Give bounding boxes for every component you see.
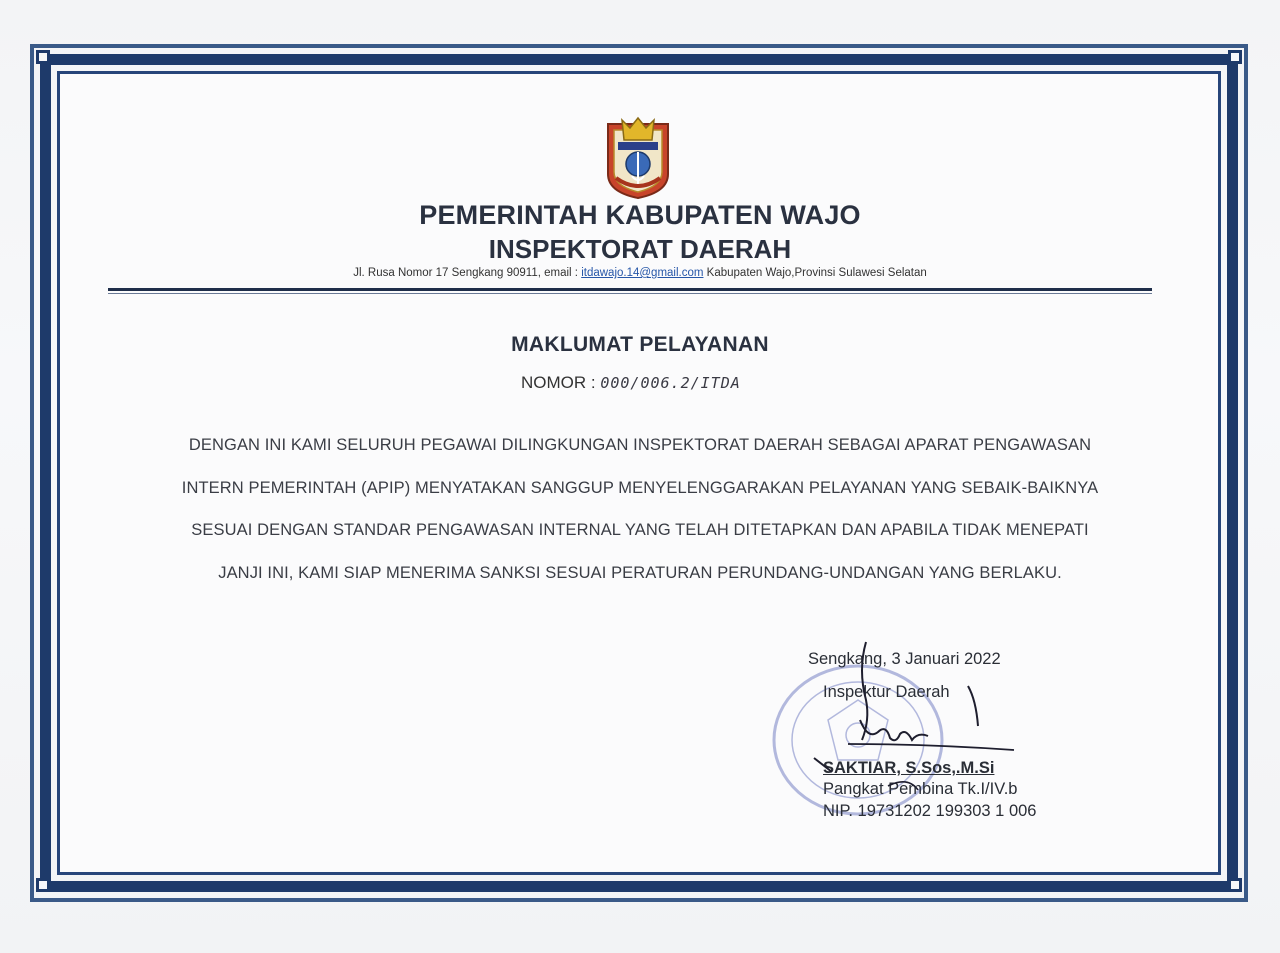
- number-label: NOMOR :: [521, 373, 601, 392]
- body-line-3: SESUAI DENGAN STANDAR PENGAWASAN INTERNAL YANG TELAH DITETAPKAN DAN APABILA TIDAK MENEPATI: [191, 521, 1089, 539]
- email-link[interactable]: itdawajo.14@gmail.com: [581, 267, 704, 279]
- body-line-1: DENGAN INI KAMI SELURUH PEGAWAI DILINGKUNGAN INSPEKTORAT DAERAH SEBAGAI APARAT PENGAWASAN: [188, 436, 1092, 454]
- office-address: [0, 267, 1280, 279]
- address-suffix: Kabupaten Wajo,Provinsi Sulawesi Selatan: [703, 267, 927, 279]
- frame-corner-bottom-right: [1228, 878, 1242, 892]
- office-title: INSPEKTORAT DAERAH: [488, 234, 792, 264]
- signature-role: Inspektur Daerah: [823, 683, 950, 701]
- signatory-rank: Pangkat Pembina Tk.I/IV.b: [823, 780, 1018, 798]
- number-value: 000/006.2/ITDA: [600, 374, 741, 392]
- government-title: PEMERINTAH KABUPATEN WAJO: [419, 200, 861, 230]
- document-title: MAKLUMAT PELAYANAN: [511, 333, 769, 356]
- wajo-regency-emblem-icon: [604, 114, 672, 200]
- body-line-2: INTERN PEMERINTAH (APIP) MENYATAKAN SANGGUP MENYELENGGARAKAN PELAYANAN YANG SEBAIK-BAIKNYA: [181, 479, 1099, 497]
- header-rule-thin: [108, 293, 1152, 294]
- header-rule-thick: [108, 288, 1152, 291]
- body-line-4: JANJI INI, KAMI SIAP MENERIMA SANKSI SESUAI PERATURAN PERUNDANG-UNDANGAN YANG BERLAKU.: [218, 564, 1062, 582]
- frame-corner-bottom-left: [36, 878, 50, 892]
- signature-place-date: Sengkang, 3 Januari 2022: [808, 650, 1001, 668]
- signatory-name: SAKTIAR, S.Sos,.M.Si: [823, 759, 995, 777]
- document-number: [521, 373, 741, 393]
- address-prefix: Jl. Rusa Nomor 17 Sengkang 90911, email :: [353, 267, 582, 279]
- signatory-nip: NIP. 19731202 199303 1 006: [823, 802, 1037, 820]
- frame-corner-top-left: [36, 50, 50, 64]
- frame-corner-top-right: [1228, 50, 1242, 64]
- handwritten-signature-icon: [808, 640, 1028, 790]
